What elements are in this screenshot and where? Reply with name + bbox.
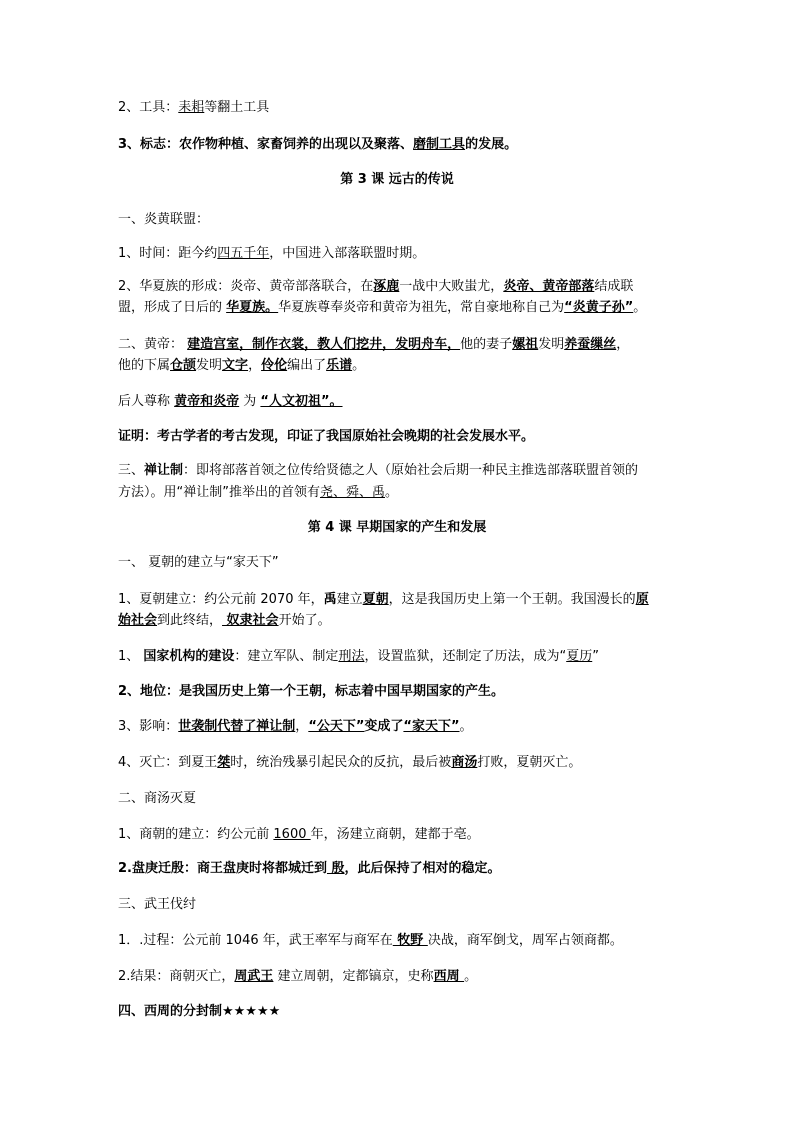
- text-line: [118, 554, 698, 572]
- text-line: [118, 211, 698, 229]
- text-line: [118, 648, 698, 666]
- text-line: [118, 299, 698, 317]
- text-segment: 他的妻子: [460, 337, 513, 352]
- text-segment: 2.盘庚迁殷：商王盘庚时将都城迁到: [118, 861, 327, 876]
- text-segment: 建立: [336, 592, 363, 607]
- text-segment: 原: [635, 592, 649, 607]
- text-segment: 华夏族。: [226, 300, 279, 315]
- lesson-4-title: 第 4 课 早期国家的产生和发展: [307, 520, 487, 535]
- text-segment: 证明：考古学者的考古发现，印证了我国原始社会晚期的社会发展水平。: [118, 429, 535, 444]
- text-segment: 仓颉: [170, 358, 197, 373]
- text-line: [118, 790, 698, 808]
- text-segment: 。: [385, 485, 399, 500]
- text-segment: ：建立军队、制定: [234, 649, 339, 664]
- text-line: [118, 896, 698, 914]
- text-line: [118, 393, 698, 411]
- text-segment: 3、影响：: [118, 719, 179, 734]
- text-segment: 2、地位：是我国历史上第一个王朝，标志着中国早期国家的产生。: [118, 684, 505, 699]
- text-segment: 2、华夏族的形成：炎帝、黄帝部落联合，在: [118, 279, 374, 294]
- text-segment: 1、夏朝建立：约公元前 2070 年，: [118, 592, 324, 607]
- text-line: [118, 336, 698, 354]
- text-segment: 耒耜: [178, 100, 205, 115]
- text-segment: 建造宫室，制作衣裳，教人们挖井，发明舟车，: [187, 337, 461, 352]
- text-segment: 禅让制: [144, 463, 184, 478]
- text-segment: 西周: [433, 969, 465, 984]
- text-line: [118, 1003, 698, 1021]
- text-line: [118, 428, 698, 446]
- text-line: [118, 826, 698, 844]
- text-segment: 后人尊称: [118, 394, 175, 409]
- text-segment: 商汤: [451, 755, 478, 770]
- text-segment: 方法）。用“禅让制”推举出的首领有: [118, 485, 320, 500]
- text-line: [118, 612, 698, 630]
- text-segment: 发明: [196, 358, 223, 373]
- text-segment: “家天下”: [403, 719, 460, 734]
- lesson-3-title: 第 3 课 远古的传说: [340, 172, 454, 187]
- text-segment: 等翻土工具: [204, 100, 270, 115]
- text-segment: “公天下”: [308, 719, 365, 734]
- text-segment: 打败，夏朝灭亡。: [477, 755, 582, 770]
- text-line: [118, 99, 698, 117]
- text-segment: 夏朝: [362, 592, 389, 607]
- text-segment: 1600: [273, 827, 311, 842]
- text-segment: ，中国进入部落联盟时期。: [269, 246, 426, 261]
- text-segment: 四五千年: [217, 246, 270, 261]
- text-segment: 的发展。: [465, 137, 518, 152]
- text-segment: 国家机构的建设: [143, 649, 235, 664]
- text-segment: 炎帝、黄帝部落: [503, 279, 595, 294]
- text-segment: 为: [239, 394, 261, 409]
- text-line: [118, 968, 698, 986]
- text-segment: 伶伦: [261, 358, 288, 373]
- text-line: [118, 357, 698, 375]
- text-segment: 。: [352, 358, 366, 373]
- text-segment: 到此终结，: [157, 613, 223, 628]
- text-segment: 2、工具：: [118, 100, 179, 115]
- text-segment: 夏历: [566, 649, 593, 664]
- text-line: [118, 860, 698, 878]
- text-segment: 4、灭亡：到夏王: [118, 755, 218, 770]
- text-segment: 年，汤建立商朝，建都于亳。: [310, 827, 480, 842]
- text-segment: ，: [616, 337, 630, 352]
- text-segment: 1、商朝的建立：约公元前: [118, 827, 274, 842]
- text-segment: 。: [464, 969, 478, 984]
- text-line: [118, 591, 698, 609]
- text-segment: “炎黄子孙”: [564, 300, 634, 315]
- text-line: [118, 278, 698, 296]
- text-segment: 乐谱: [326, 358, 353, 373]
- text-segment: 刑法: [338, 649, 365, 664]
- text-segment: 2.结果：商朝灭亡，: [118, 969, 235, 984]
- text-segment: 变成了: [364, 719, 404, 734]
- text-segment: 涿鹿: [373, 279, 400, 294]
- text-line: [118, 245, 698, 263]
- text-segment: 结成联: [594, 279, 634, 294]
- text-line: [118, 718, 698, 736]
- text-segment: 周武王: [234, 969, 274, 984]
- text-segment: 始社会: [118, 613, 158, 628]
- text-segment: 世袭制代替了禅让制: [178, 719, 296, 734]
- text-line: [118, 754, 698, 772]
- text-segment: 磨制工具: [413, 137, 466, 152]
- text-segment: ：即将部落首领之位传给贤德之人（原始社会后期一种民主推选部落联盟首领的: [183, 463, 639, 478]
- text-segment: ”: [592, 649, 599, 664]
- text-line: [118, 136, 698, 154]
- text-segment: 黄帝和炎帝: [174, 394, 240, 409]
- text-segment: 三、武王伐纣: [118, 897, 197, 912]
- text-segment: 他的下属: [118, 358, 171, 373]
- text-segment: 殷: [326, 861, 345, 876]
- text-segment: 牧野: [392, 933, 428, 948]
- text-segment: 一战中大败蚩尤，: [399, 279, 504, 294]
- text-segment: 养蚕缫丝: [564, 337, 617, 352]
- text-segment: 一、炎黄联盟：: [118, 212, 210, 227]
- text-segment: 三、: [118, 463, 145, 478]
- text-segment: 建立周朝，定都镐京，史称: [273, 969, 434, 984]
- text-line: [118, 683, 698, 701]
- text-segment: 尧、舜、禹: [319, 485, 385, 500]
- text-segment: ，设置监狱，还制定了历法，成为“: [364, 649, 567, 664]
- text-segment: 华夏族尊奉炎帝和黄帝为祖先，常自豪地称自己为: [278, 300, 565, 315]
- text-segment: 。: [459, 719, 473, 734]
- text-segment: ，: [295, 719, 309, 734]
- text-segment: 禹: [323, 592, 337, 607]
- text-segment: 。: [633, 300, 647, 315]
- text-segment: ，: [248, 358, 262, 373]
- text-segment: 3、标志：农作物种植、家畜饲养的出现以及聚落、: [118, 137, 414, 152]
- text-line: [118, 484, 698, 502]
- text-segment: 文字: [222, 358, 249, 373]
- text-segment: 嫘祖: [512, 337, 539, 352]
- text-segment: 一、 夏朝的建立与“家天下”: [118, 555, 279, 570]
- text-segment: ，这是我国历史上第一个王朝。我国漫长的: [388, 592, 636, 607]
- text-segment: 编出了: [287, 358, 327, 373]
- text-segment: 开始了。: [278, 613, 331, 628]
- text-segment: 奴隶社会: [222, 613, 279, 628]
- text-segment: 二、商汤灭夏: [118, 791, 197, 806]
- text-segment: 1．.过程：公元前 1046 年，武王率军与商军在: [118, 933, 393, 948]
- text-segment: 时，统治残暴引起民众的反抗，最后被: [230, 755, 452, 770]
- text-segment: 发明: [538, 337, 565, 352]
- text-line: [118, 932, 698, 950]
- text-segment: ，此后保持了相对的稳定。: [344, 861, 501, 876]
- text-segment: 决战，商军倒戈，周军占领商都。: [427, 933, 623, 948]
- text-segment: 1、时间：距今约: [118, 246, 218, 261]
- text-segment: 四、西周的分封制★★★★★: [118, 1004, 281, 1019]
- text-segment: 1、: [118, 649, 144, 664]
- text-segment: 桀: [217, 755, 231, 770]
- text-line: [118, 462, 698, 480]
- text-segment: 二、黄帝：: [118, 337, 188, 352]
- text-segment: “人文初祖”。: [260, 394, 343, 409]
- text-segment: 盟，形成了日后的: [118, 300, 227, 315]
